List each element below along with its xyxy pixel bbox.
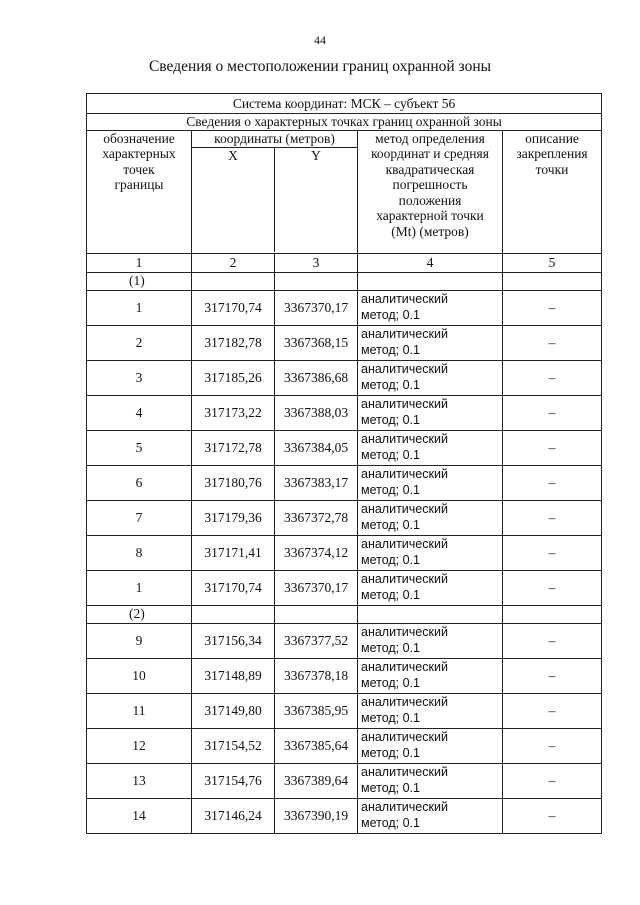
method-cell (358, 658, 503, 693)
method-line-1: аналитический (361, 694, 448, 709)
header-line: координат и средняя (371, 146, 489, 162)
point-number: 1 (87, 570, 192, 605)
header-method (358, 130, 503, 253)
column-number: 3 (275, 253, 358, 272)
coord-y: 3367390,19 (275, 798, 358, 833)
table-row (87, 360, 602, 395)
point-description: – (503, 798, 602, 833)
header-line: закрепления (516, 146, 588, 162)
coord-x: 317171,41 (192, 535, 275, 570)
header-row (87, 130, 602, 253)
header-coordinates (192, 130, 358, 253)
column-number: 5 (503, 253, 602, 272)
coord-y: 3367368,15 (275, 325, 358, 360)
method-cell (358, 798, 503, 833)
header-line: характерных (102, 146, 176, 162)
method-line-1: аналитический (361, 291, 448, 306)
coord-y: 3367378,18 (275, 658, 358, 693)
point-description: – (503, 465, 602, 500)
method-cell (358, 623, 503, 658)
coord-y: 3367389,64 (275, 763, 358, 798)
method-line-1: аналитический (361, 466, 448, 481)
point-description: – (503, 325, 602, 360)
header-x: X (192, 148, 275, 252)
table-row (87, 535, 602, 570)
coord-y: 3367385,64 (275, 728, 358, 763)
method-cell (358, 728, 503, 763)
table-row (87, 658, 602, 693)
coord-x: 317148,89 (192, 658, 275, 693)
method-line-1: аналитический (361, 729, 448, 744)
header-line: обозначение (103, 130, 175, 146)
point-description: – (503, 728, 602, 763)
table-row (87, 728, 602, 763)
coord-x: 317154,76 (192, 763, 275, 798)
empty-cell (275, 272, 358, 290)
point-number: 9 (87, 623, 192, 658)
method-cell (358, 360, 503, 395)
point-description: – (503, 360, 602, 395)
header-line: квадратическая (385, 161, 475, 177)
point-number: 2 (87, 325, 192, 360)
table-row (87, 325, 602, 360)
coord-x: 317170,74 (192, 570, 275, 605)
method-line-2: метод; 0.1 (361, 588, 421, 603)
coord-x: 317146,24 (192, 798, 275, 833)
coord-y: 3367385,95 (275, 693, 358, 728)
coord-y: 3367370,17 (275, 570, 358, 605)
method-line-1: аналитический (361, 501, 448, 516)
column-numbers-row (87, 253, 602, 272)
point-number: 12 (87, 728, 192, 763)
group-row (87, 605, 602, 623)
coord-y: 3367383,17 (275, 465, 358, 500)
method-line-2: метод; 0.1 (361, 816, 421, 831)
empty-cell (192, 272, 275, 290)
coord-y: 3367370,17 (275, 290, 358, 325)
boundary-points-table (86, 93, 602, 834)
method-line-2: метод; 0.1 (361, 308, 421, 323)
empty-cell (503, 272, 602, 290)
point-description: – (503, 570, 602, 605)
coord-x: 317173,22 (192, 395, 275, 430)
document-title: Сведения о местоположении границ охранной зоны (148, 58, 492, 75)
group-label: (2) (87, 605, 192, 623)
coord-y: 3367384,05 (275, 430, 358, 465)
group-label: (1) (87, 272, 192, 290)
page-number: 44 (314, 33, 326, 47)
coord-x: 317180,76 (192, 465, 275, 500)
method-cell (358, 570, 503, 605)
column-number: 1 (87, 253, 192, 272)
empty-cell (192, 605, 275, 623)
point-description: – (503, 763, 602, 798)
coord-x: 317172,78 (192, 430, 275, 465)
header-line: границы (114, 177, 164, 193)
header-line: погрешность (392, 177, 468, 193)
method-line-1: аналитический (361, 396, 448, 411)
method-cell (358, 430, 503, 465)
point-number: 11 (87, 693, 192, 728)
method-line-1: аналитический (361, 764, 448, 779)
header-description (503, 130, 602, 253)
header-line: точки (535, 161, 569, 177)
method-line-2: метод; 0.1 (361, 483, 421, 498)
method-cell (358, 500, 503, 535)
method-line-1: аналитический (361, 326, 448, 341)
coord-x: 317179,36 (192, 500, 275, 535)
method-line-2: метод; 0.1 (361, 676, 421, 691)
point-number: 7 (87, 500, 192, 535)
header-line: характерной точки (376, 208, 484, 224)
method-line-2: метод; 0.1 (361, 343, 421, 358)
header-line: точек (123, 161, 155, 177)
table-row (87, 430, 602, 465)
coord-x: 317149,80 (192, 693, 275, 728)
method-line-2: метод; 0.1 (361, 711, 421, 726)
coord-system-row (87, 94, 602, 114)
table-row (87, 623, 602, 658)
method-line-2: метод; 0.1 (361, 781, 421, 796)
method-line-1: аналитический (361, 361, 448, 376)
method-line-2: метод; 0.1 (361, 378, 421, 393)
point-description: – (503, 290, 602, 325)
header-y: Y (311, 147, 321, 163)
method-line-2: метод; 0.1 (361, 448, 421, 463)
point-description: – (503, 658, 602, 693)
group-row (87, 272, 602, 290)
method-cell (358, 290, 503, 325)
table-row (87, 395, 602, 430)
method-cell (358, 535, 503, 570)
table-row (87, 465, 602, 500)
column-number: 2 (192, 253, 275, 272)
point-description: – (503, 395, 602, 430)
empty-cell (358, 605, 503, 623)
empty-cell (275, 605, 358, 623)
column-number: 4 (358, 253, 503, 272)
point-description: – (503, 693, 602, 728)
method-line-1: аналитический (361, 624, 448, 639)
point-number: 5 (87, 430, 192, 465)
method-line-2: метод; 0.1 (361, 518, 421, 533)
table-row (87, 693, 602, 728)
method-cell (358, 465, 503, 500)
method-line-2: метод; 0.1 (361, 413, 421, 428)
method-line-1: аналитический (361, 536, 448, 551)
header-xy (192, 148, 357, 252)
point-number: 10 (87, 658, 192, 693)
header-line: описание (525, 130, 579, 146)
header-line: метод определения (375, 130, 485, 146)
table-row (87, 570, 602, 605)
point-number: 1 (87, 290, 192, 325)
empty-cell (358, 272, 503, 290)
method-cell (358, 325, 503, 360)
method-line-1: аналитический (361, 799, 448, 814)
coord-y: 3367386,68 (275, 360, 358, 395)
method-line-2: метод; 0.1 (361, 553, 421, 568)
point-description: – (503, 623, 602, 658)
point-description: – (503, 535, 602, 570)
table-row (87, 798, 602, 833)
subtitle-cell: Сведения о характерных точках границ охранной зоны (87, 114, 602, 131)
point-number: 3 (87, 360, 192, 395)
point-description: – (503, 430, 602, 465)
coord-y: 3367374,12 (275, 535, 358, 570)
coord-system-cell: Система координат: МСК – субъект 56 (87, 94, 602, 114)
method-cell (358, 395, 503, 430)
header-designation (87, 130, 192, 253)
coord-x: 317170,74 (192, 290, 275, 325)
method-line-2: метод; 0.1 (361, 746, 421, 761)
method-line-1: аналитический (361, 431, 448, 446)
coord-x: 317156,34 (192, 623, 275, 658)
method-line-2: метод; 0.1 (361, 641, 421, 656)
method-line-1: аналитический (361, 571, 448, 586)
empty-cell (503, 605, 602, 623)
point-number: 8 (87, 535, 192, 570)
method-cell (358, 693, 503, 728)
coord-x: 317154,52 (192, 728, 275, 763)
header-line: положения (398, 192, 462, 208)
coord-y: 3367372,78 (275, 500, 358, 535)
header-coordinates-label: координаты (метров) (192, 131, 357, 148)
method-line-1: аналитический (361, 659, 448, 674)
coord-x: 317182,78 (192, 325, 275, 360)
coord-y: 3367388,03 (275, 395, 358, 430)
point-number: 13 (87, 763, 192, 798)
table-row (87, 763, 602, 798)
point-number: 4 (87, 395, 192, 430)
coord-y: 3367377,52 (275, 623, 358, 658)
subtitle-row (87, 114, 602, 131)
table-row (87, 500, 602, 535)
point-description: – (503, 500, 602, 535)
method-cell (358, 763, 503, 798)
coord-x: 317185,26 (192, 360, 275, 395)
point-number: 6 (87, 465, 192, 500)
header-line: (Mt) (метров) (391, 223, 469, 239)
table-row (87, 290, 602, 325)
point-number: 14 (87, 798, 192, 833)
